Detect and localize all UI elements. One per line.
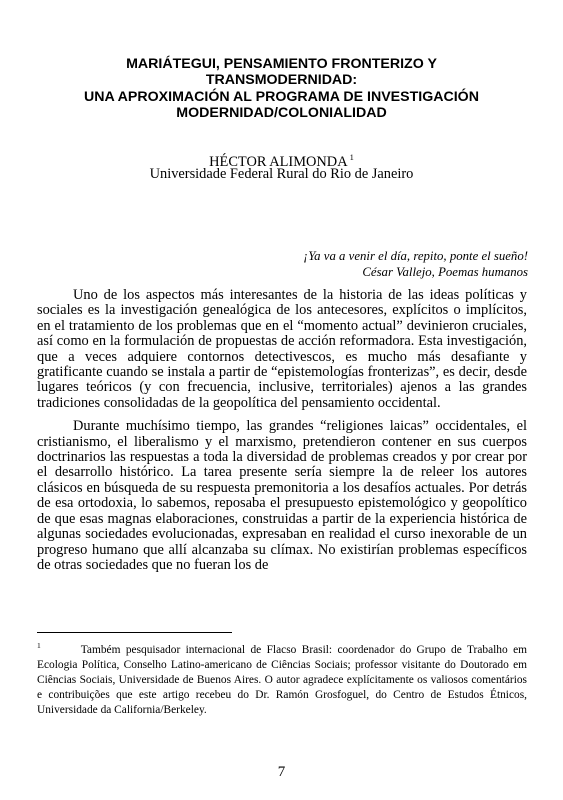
title-line: MODERNIDAD/COLONIALIDAD (176, 105, 387, 122)
author-footnote-ref: 1 (349, 152, 354, 162)
title-line: TRANSMODERNIDAD: (205, 72, 358, 89)
body-text (37, 288, 527, 573)
epigraph (303, 248, 528, 280)
author-affiliation: Universidade Federal Rural do Rio de Janeiro (149, 166, 414, 182)
page-number: 7 (277, 764, 286, 780)
footnote (37, 638, 527, 718)
footnote-mark: 1 (37, 641, 41, 650)
paragraph: Durante muchísimo tiempo, las grandes “religiones laicas” occidentales, el cristianismo, el liberalismo y el marxismo, pretendieron contener en sus cuerpos doctrinarios las respuestas a toda la diversidad de problemas creados y por crear por el desarrollo histórico. La tarea presente sería siempre la de releer los autores clásicos en búsqueda de su respuesta premonitoria a los desafíos actuales. Por detrás de esa ortodoxia, lo sabemos, reposaba el presupuesto epistemológico y geopolítico de que esas magnas elaboraciones, construidas a partir de la experiencia histórica de algunas sociedades evolucionadas, expresaban en realidad el curso inexorable de un progreso humano que allí alcanzaba su clímax. No existirían problemas específicos de otras sociedades que no fueran los de (37, 418, 527, 573)
author-name: HÉCTOR ALIMONDA (209, 154, 348, 170)
paragraph: Uno de los aspectos más interesantes de la historia de las ideas políticas y sociales es la investigación genealógica de los antecesores, explícitos o implícitos, en el tratamiento de los problemas que en el “momento actual” devinieron cruciales, así como en la formulación de propuestas de acción reformadora. Esta investigación, que a veces adquiere contornos detectivescos, es mucho más desafiante y gratificante cuando se instala a partir de “epistemologías fronterizas”, es decir, desde lugares teóricos (y con frecuencia, inclusive, territoriales) ajenos a las grandes tradiciones consolidadas de la geopolítica del pensamiento occidental. (37, 287, 527, 411)
epigraph-quote: ¡Ya va a venir el día, repito, ponte el sueño! (303, 249, 528, 263)
footnote-divider (37, 632, 232, 633)
epigraph-source: César Vallejo, Poemas humanos (362, 265, 528, 279)
article-title (40, 56, 523, 122)
footnote-text: Também pesquisador internacional de Flacso Brasil: coordenador do Grupo de Trabalho em Ecologia Política, Conselho Latino-americano de Ciências Sociais; professor visitante do Doutorado em Ciências Sociais, Universidade de Buenos Aires. O autor agradece explícitamente os valiosos comentários e contribuições que este artigo recebeu do Dr. Ramón Grosfoguel, do Centro de Estudos Étnicos, Universidade da California/Berkeley. (37, 644, 527, 716)
title-line: MARIÁTEGUI, PENSAMIENTO FRONTERIZO Y (126, 56, 437, 72)
title-line: UNA APROXIMACIÓN AL PROGRAMA DE INVESTIGACIÓN (84, 88, 479, 105)
